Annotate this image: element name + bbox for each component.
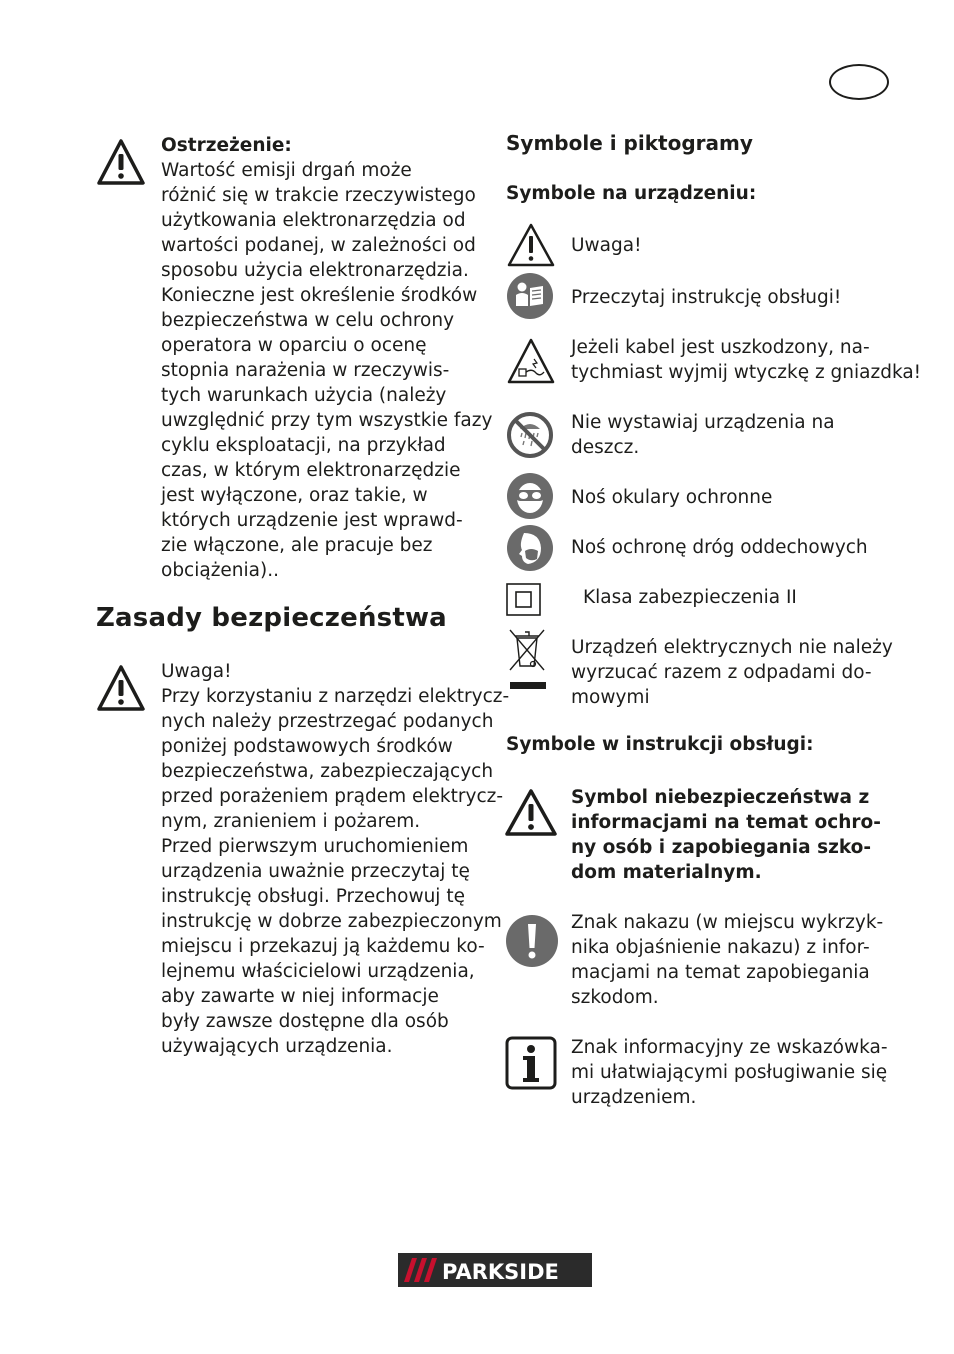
caution-line: lejnemu właścicielowi urządzenia, [161, 961, 475, 982]
device-symbol-line: Jeżeli kabel jest uszkodzony, na- [571, 337, 870, 358]
warning-line: których urządzenie jest wprawd- [161, 510, 463, 531]
warning-line: zie włączone, ale pracuje bez [161, 535, 433, 556]
caution-line: urządzenia uważnie przeczytaj tę [161, 861, 470, 882]
brand-text: PARKSIDE [442, 1260, 559, 1284]
manual-symbol-line: dom materialnym. [571, 862, 762, 883]
manual-symbol-text-0 [571, 785, 881, 885]
caution-line: nych należy przestrzegać podanych [161, 711, 494, 732]
caution-line: poniżej podstawowych środków [161, 736, 453, 757]
symbols-heading: Symbole i piktogramy [506, 131, 753, 155]
info-sign-icon [505, 1036, 557, 1090]
caution-line: bezpieczeństwa, zabezpieczających [161, 761, 494, 782]
warning-triangle-icon [96, 138, 146, 188]
caution-line: przed porażeniem prądem elektrycz- [161, 786, 504, 807]
device-symbol-text-0 [571, 233, 642, 258]
warning-line: Wartość emisji drgań może [161, 160, 412, 181]
device-symbol-text-4 [571, 485, 772, 510]
device-symbol-text-5 [571, 535, 868, 560]
device-symbols-heading: Symbole na urządzeniu: [506, 183, 757, 204]
caution-triangle-icon [96, 664, 146, 714]
warning-line: uwzględnić przy tym wszystkie fazy [161, 410, 493, 431]
warning-line: obciążenia).. [161, 560, 279, 581]
warning-line: różnić się w trakcie rzeczywistego [161, 185, 476, 206]
warning-line: Konieczne jest określenie środków [161, 285, 478, 306]
device-symbol-line: deszcz. [571, 437, 640, 458]
mandatory-sign-icon [505, 914, 559, 968]
warning-line: użytkowania elektronarzędzia od [161, 210, 466, 231]
device-symbol-text-7 [571, 635, 893, 710]
device-symbol-text-1 [571, 285, 841, 310]
device-symbol-text-3 [571, 410, 835, 460]
device-symbol-line: tychmiast wyjmij wtyczkę z gniazdka! [571, 362, 922, 383]
manual-symbols-heading: Symbole w instrukcji obsługi: [506, 734, 814, 755]
warning-line: sposobu użycia elektronarzędzia. [161, 260, 469, 281]
device-symbol-line: Przeczytaj instrukcję obsługi! [571, 287, 842, 308]
caution-line: aby zawarte w niej informacje [161, 986, 439, 1007]
caution-line: były zawsze dostępne dla osób [161, 1011, 449, 1032]
manual-symbol-line: Znak nakazu (w miejscu wykrzyk- [571, 912, 884, 933]
device-symbol-line: Noś ochronę dróg oddechowych [571, 537, 868, 558]
device-symbol-text-2 [571, 335, 921, 385]
device-symbol-line: Klasa zabezpieczenia II [583, 587, 797, 608]
weee-bin-icon [506, 626, 548, 690]
manual-symbol-line: ny osób i zapobiegania szko- [571, 837, 872, 858]
manual-symbol-line: nika objaśnienie nakazu) z infor- [571, 937, 870, 958]
warning-line: operatora w oparciu o ocenę [161, 335, 427, 356]
manual-symbol-line: macjami na temat zapobiegania [571, 962, 870, 983]
read-manual-icon [506, 272, 554, 320]
caution-text [161, 659, 509, 1059]
warning-line: czas, w którym elektronarzędzie [161, 460, 461, 481]
warning-line: bezpieczeństwa w celu ochrony [161, 310, 455, 331]
danger-triangle-icon [504, 788, 558, 838]
manual-symbol-line: Znak informacyjny ze wskazówka- [571, 1037, 888, 1058]
device-symbol-line: mowymi [571, 687, 650, 708]
manual-symbol-line: informacjami na temat ochro- [571, 812, 881, 833]
caution-line: instrukcję w dobrze zabezpieczonym [161, 911, 502, 932]
manual-symbol-text-1 [571, 910, 883, 1010]
no-rain-icon [506, 411, 554, 459]
damaged-cable-warning-icon [506, 337, 556, 385]
language-badge [829, 64, 889, 100]
caution-line: Uwaga! [161, 661, 232, 682]
device-symbol-line: Urządzeń elektrycznych nie należy [571, 637, 893, 658]
parkside-logo [398, 1253, 592, 1287]
warning-line: tych warunkach użycia (należy [161, 385, 447, 406]
caution-line: miejscu i przekazuj ją każdemu ko- [161, 936, 485, 957]
manual-symbol-line: szkodom. [571, 987, 659, 1008]
warning-text [161, 133, 492, 583]
device-symbol-line: wyrzucać razem z odpadami do- [571, 662, 872, 683]
warning-title: Ostrzeżenie: [161, 135, 292, 156]
warning-line: wartości podanej, w zależności od [161, 235, 476, 256]
manual-symbol-line: mi ułatwiającymi posługiwanie się [571, 1062, 888, 1083]
caution-line: nym, zranieniem i pożarem. [161, 811, 421, 832]
manual-symbol-text-2 [571, 1035, 888, 1110]
manual-symbol-line: Symbol niebezpieczeństwa z [571, 787, 870, 808]
device-symbol-line: Nie wystawiaj urządzenia na [571, 412, 835, 433]
caution-line: używających urządzenia. [161, 1036, 393, 1057]
protection-class-ii-icon [506, 583, 542, 617]
device-symbol-text-6 [583, 585, 797, 610]
caution-line: Przy korzystaniu z narzędzi elektrycz- [161, 686, 510, 707]
safety-rules-heading: Zasady bezpieczeństwa [96, 603, 447, 633]
device-symbol-line: Noś okulary ochronne [571, 487, 773, 508]
warning-triangle-icon [506, 222, 556, 268]
warning-line: cyklu eksploatacji, na przykład [161, 435, 446, 456]
caution-line: instrukcję obsługi. Przechowuj tę [161, 886, 465, 907]
caution-line: Przed pierwszym uruchomieniem [161, 836, 469, 857]
manual-symbol-line: urządzeniem. [571, 1087, 697, 1108]
respiratory-protection-icon [506, 524, 554, 572]
warning-line: stopnia narażenia w rzeczywis- [161, 360, 450, 381]
device-symbol-line: Uwaga! [571, 235, 642, 256]
safety-goggles-icon [506, 472, 554, 520]
warning-line: jest wyłączone, oraz takie, w [161, 485, 428, 506]
